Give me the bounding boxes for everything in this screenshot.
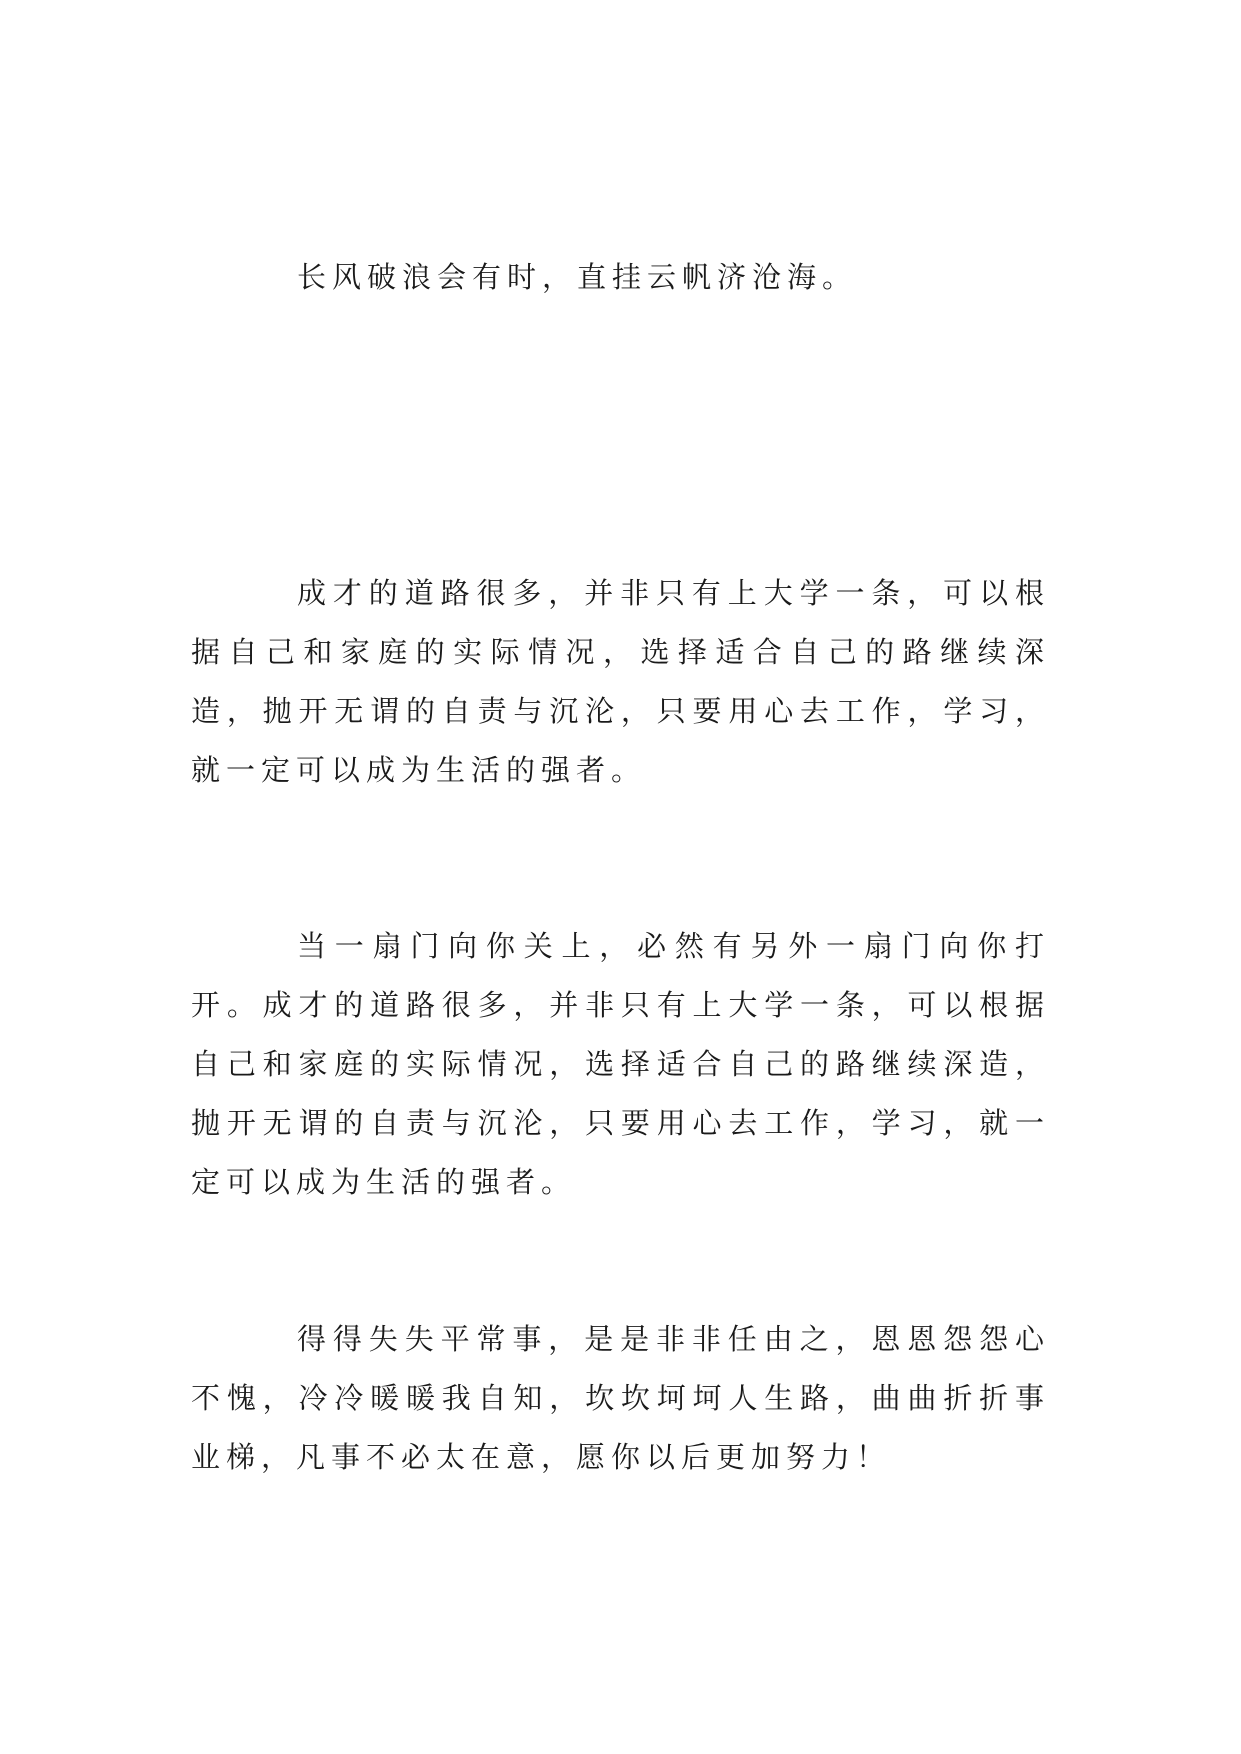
paragraph-success-path: 成才的道路很多，并非只有上大学一条，可以根据自己和家庭的实际情况，选择适合自己的路继续深造，抛开无谓的自责与沉沦，只要用心去工作，学习，就一定可以成为生活的强者。 [191,576,1050,787]
paragraph-encouragement: 得得失失平常事，是是非非任由之，恩恩怨怨心不愧，冷冷暖暖我自知，坎坎坷坷人生路，曲曲折折事业梯，凡事不必太在意，愿你以后更加努力！ [191,1322,1050,1474]
paragraph-quote: 长风破浪会有时，直挂云帆济沧海。 [297,260,858,294]
paragraph-door-opens: 当一扇门向你关上，必然有另外一扇门向你打开。成才的道路很多，并非只有上大学一条，可以根据自己和家庭的实际情况，选择适合自己的路继续深造，抛开无谓的自责与沉沦，只要用心去工作，学习，就一定可以成为生活的强者。 [191,929,1050,1199]
